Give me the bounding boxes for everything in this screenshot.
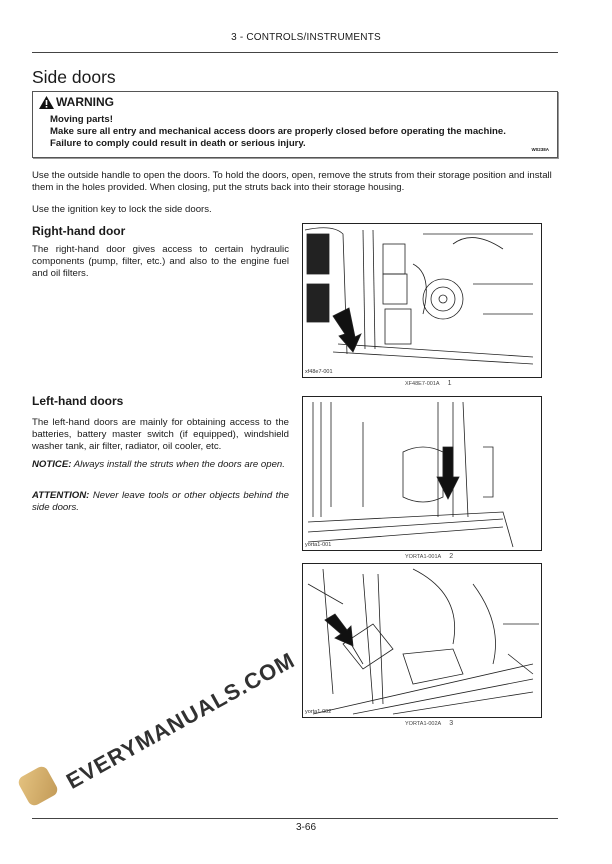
intro-paragraph-1: Use the outside handle to open the doors. To hold the doors, open, remove the struts from their storage position and install them in the holes provided. When closing, put the struts back into their storage housing. bbox=[32, 170, 552, 193]
figure-1-label: xf48e7-001 bbox=[305, 369, 333, 375]
warning-line-3: Failure to comply could result in death or serious injury. bbox=[50, 138, 306, 149]
figure-1-number: 1 bbox=[447, 380, 452, 387]
right-door-text: The right-hand door gives access to certain hydraulic components (pump, filter, etc.) and also to the engine fuel and oil filters. bbox=[32, 244, 289, 279]
figure-2-label: yorta1-001 bbox=[305, 542, 332, 548]
watermark-logo bbox=[16, 764, 60, 808]
section-header: 3 - CONTROLS/INSTRUMENTS bbox=[231, 32, 381, 43]
figure-3-label: yorta1-002 bbox=[305, 709, 332, 715]
attention-label: ATTENTION: bbox=[32, 490, 90, 501]
page-number: 3-66 bbox=[295, 822, 316, 833]
warning-heading bbox=[39, 95, 114, 109]
watermark-text: EVERYMANUALS.COM bbox=[62, 647, 300, 794]
washer-tank-illustration bbox=[303, 397, 541, 550]
engine-bay-illustration bbox=[303, 224, 541, 377]
left-doors-heading: Left-hand doors bbox=[32, 394, 124, 408]
figure-3-number: 3 bbox=[449, 720, 454, 727]
figure-left-hand-doors bbox=[302, 396, 542, 551]
left-doors-text: The left-hand doors are mainly for obtaining access to the batteries, battery master switch (if equipped), windshield washer tank, air filter, radiator, oil cooler, etc. bbox=[32, 417, 289, 452]
figure-1-caption bbox=[405, 380, 451, 387]
page-title: Side doors bbox=[32, 67, 116, 87]
attention-paragraph bbox=[32, 490, 289, 514]
figure-3-code: YORTA1-002A bbox=[405, 721, 442, 727]
warning-code: W0238A bbox=[531, 147, 549, 152]
warning-line-2: Make sure all entry and mechanical access doors are properly closed before operating the machine. bbox=[50, 126, 506, 137]
warning-box bbox=[32, 91, 558, 158]
notice-paragraph bbox=[32, 459, 289, 471]
figure-strut-storage bbox=[302, 563, 542, 718]
warning-line-1: Moving parts! bbox=[50, 114, 113, 125]
figure-2-code: YORTA1-001A bbox=[405, 554, 442, 560]
notice-text: Always install the struts when the doors are open. bbox=[71, 459, 285, 470]
figure-2-caption bbox=[405, 553, 453, 560]
warning-triangle-icon bbox=[39, 96, 54, 109]
attention-text: Never leave tools or other objects behind the side doors. bbox=[32, 490, 289, 513]
intro-paragraph-2: Use the ignition key to lock the side doors. bbox=[32, 204, 212, 215]
notice-label: NOTICE: bbox=[32, 459, 72, 470]
figure-3-caption bbox=[405, 720, 453, 727]
figure-1-code: XF48E7-001A bbox=[405, 381, 440, 387]
header-divider bbox=[32, 52, 558, 53]
right-door-heading: Right-hand door bbox=[32, 224, 126, 238]
warning-title: WARNING bbox=[56, 95, 114, 109]
figure-right-hand-door bbox=[302, 223, 542, 378]
footer-divider bbox=[32, 818, 558, 819]
figure-2-number: 2 bbox=[449, 553, 454, 560]
strut-storage-illustration bbox=[303, 564, 541, 717]
